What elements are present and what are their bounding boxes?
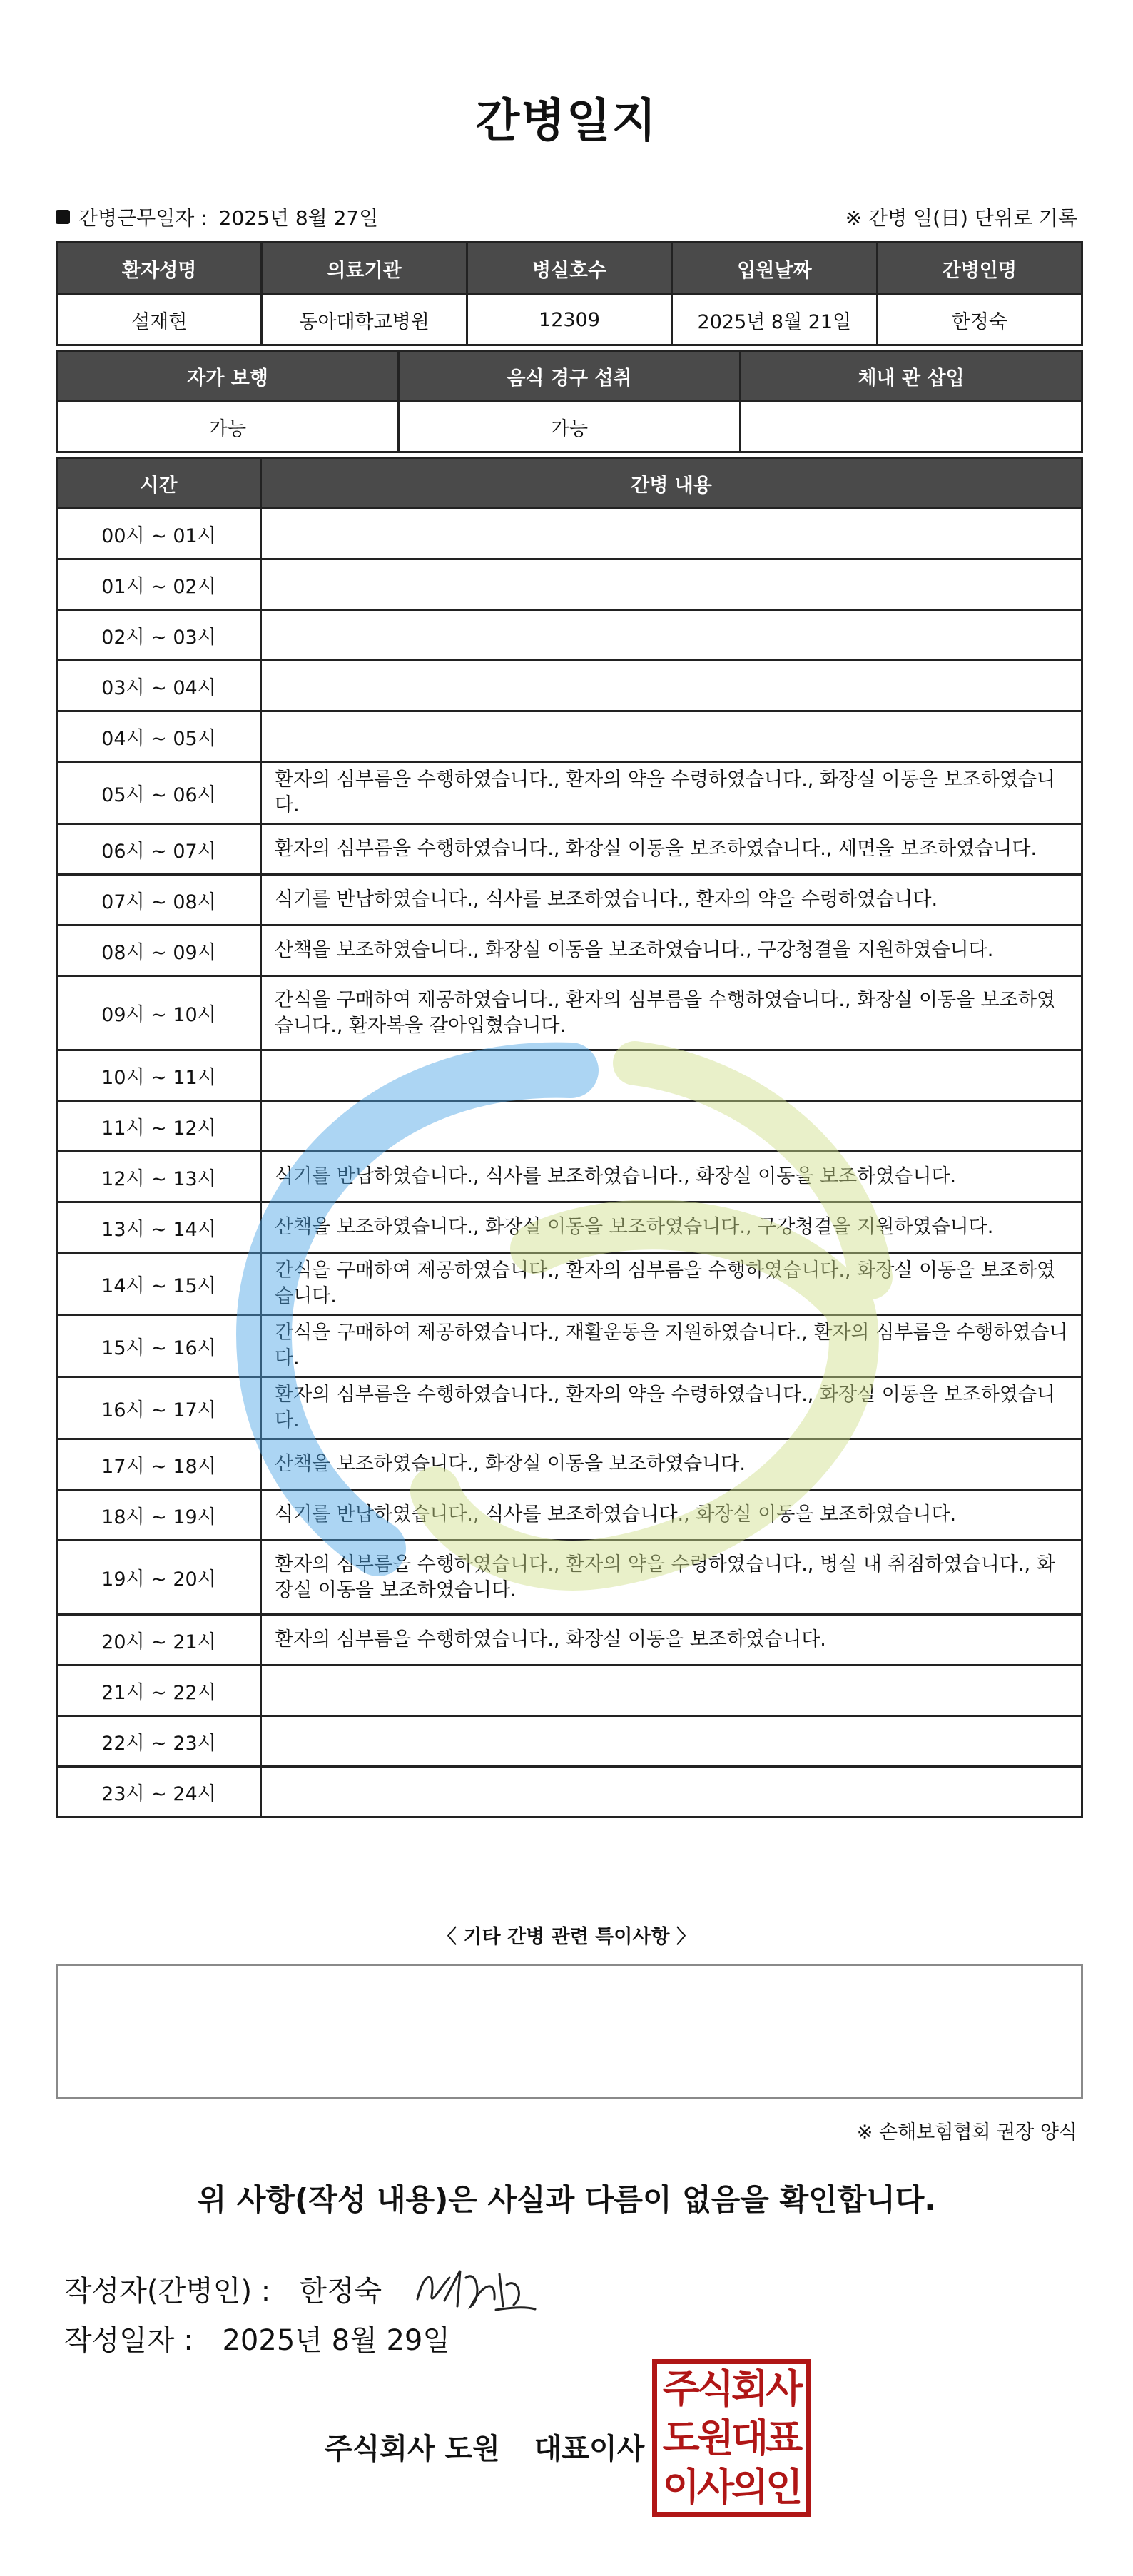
written-date-line [64, 2318, 450, 2358]
care-content: 식기를 반납하였습니다., 식사를 보조하였습니다., 화장실 이동을 보조하였습니다. [261, 1152, 1082, 1202]
care-content [261, 1665, 1082, 1716]
table-row [57, 1315, 1082, 1377]
time-slot: 01시 ~ 02시 [57, 559, 261, 610]
table-row [57, 661, 1082, 711]
table-row [57, 926, 1082, 976]
care-content [261, 610, 1082, 661]
table-row [57, 610, 1082, 661]
table-row [57, 509, 1082, 559]
time-slot: 02시 ~ 03시 [57, 610, 261, 661]
table-row [57, 1767, 1082, 1817]
company-representative [325, 2426, 669, 2467]
care-content [261, 1050, 1082, 1101]
table-row [57, 711, 1082, 762]
time-slot: 10시 ~ 11시 [57, 1050, 261, 1101]
written-date-value: 2025년 8월 29일 [222, 2324, 450, 2357]
care-content: 환자의 심부름을 수행하였습니다., 환자의 약을 수령하였습니다., 화장실 이동을 보조하였습니다. [261, 762, 1082, 824]
writer-line [64, 2256, 539, 2321]
time-slot: 13시 ~ 14시 [57, 1202, 261, 1253]
time-slot: 17시 ~ 18시 [57, 1439, 261, 1490]
time-slot: 06시 ~ 07시 [57, 824, 261, 875]
care-content: 산책을 보조하였습니다., 화장실 이동을 보조하였습니다., 구강청결을 지원하였습니다. [261, 926, 1082, 976]
special-notes-box [56, 1964, 1083, 2099]
table-row [57, 402, 1082, 452]
patient-status-table [56, 350, 1083, 453]
time-slot: 07시 ~ 08시 [57, 875, 261, 926]
time-slot: 15시 ~ 16시 [57, 1315, 261, 1377]
care-content: 간식을 구매하여 제공하였습니다., 환자의 심부름을 수행하였습니다., 화장실 이동을 보조하였습니다. [261, 1253, 1082, 1315]
table-row [57, 976, 1082, 1050]
header-patient-name: 환자성명 [57, 243, 262, 295]
table-row [57, 1050, 1082, 1101]
time-slot: 09시 ~ 10시 [57, 976, 261, 1050]
document-title: 간병일지 [475, 95, 658, 148]
table-row [57, 1202, 1082, 1253]
admission-date: 2025년 8월 21일 [672, 295, 877, 345]
tube-insertion-value [741, 402, 1082, 452]
care-content [261, 559, 1082, 610]
care-content: 환자의 심부름을 수행하였습니다., 화장실 이동을 보조하였습니다., 세면을 보조하였습니다. [261, 824, 1082, 875]
table-row [57, 1253, 1082, 1315]
care-content [261, 661, 1082, 711]
table-row [57, 1490, 1082, 1541]
time-slot: 21시 ~ 22시 [57, 1665, 261, 1716]
care-content: 산책을 보조하였습니다., 화장실 이동을 보조하였습니다., 구강청결을 지원하였습니다. [261, 1202, 1082, 1253]
seal-line: 도원대표 [662, 2415, 801, 2460]
header-care-content: 간병 내용 [261, 458, 1082, 509]
representative-title: 대표이사 [534, 2433, 645, 2465]
care-content [261, 1101, 1082, 1152]
confirmation-statement: 위 사항(작성 내용)은 사실과 다름이 없음을 확인합니다. [197, 2182, 936, 2217]
time-slot: 20시 ~ 21시 [57, 1615, 261, 1665]
time-slot: 18시 ~ 19시 [57, 1490, 261, 1541]
time-slot: 03시 ~ 04시 [57, 661, 261, 711]
table-row [57, 1665, 1082, 1716]
table-row [57, 1541, 1082, 1615]
caregiver-name: 한정숙 [877, 295, 1082, 345]
work-date-line [56, 203, 378, 231]
time-slot: 16시 ~ 17시 [57, 1377, 261, 1439]
table-row [57, 1152, 1082, 1202]
care-content [261, 1767, 1082, 1817]
table-header-row [57, 458, 1082, 509]
care-content: 산책을 보조하였습니다., 화장실 이동을 보조하였습니다. [261, 1439, 1082, 1490]
header-caregiver-name: 간병인명 [877, 243, 1082, 295]
oral-intake-value: 가능 [399, 402, 741, 452]
care-content: 환자의 심부름을 수행하였습니다., 환자의 약을 수령하였습니다., 병실 내 취침하였습니다., 화장실 이동을 보조하였습니다. [261, 1541, 1082, 1615]
time-slot: 22시 ~ 23시 [57, 1716, 261, 1767]
header-room-number: 병실호수 [467, 243, 671, 295]
care-content: 환자의 심부름을 수행하였습니다., 화장실 이동을 보조하였습니다. [261, 1615, 1082, 1665]
time-slot: 19시 ~ 20시 [57, 1541, 261, 1615]
time-slot: 11시 ~ 12시 [57, 1101, 261, 1152]
self-walking-value: 가능 [57, 402, 399, 452]
header-oral-intake: 음식 경구 섭취 [399, 351, 741, 402]
table-row [57, 1615, 1082, 1665]
time-slot: 12시 ~ 13시 [57, 1152, 261, 1202]
table-row [57, 559, 1082, 610]
patient-name: 설재현 [57, 295, 262, 345]
seal-line: 주식회사 [662, 2365, 801, 2411]
square-bullet-icon [56, 210, 70, 224]
work-date-value: 2025년 8월 27일 [218, 206, 379, 230]
log-rows [57, 509, 1082, 1817]
time-slot: 08시 ~ 09시 [57, 926, 261, 976]
table-row [57, 1377, 1082, 1439]
hourly-care-log-table [56, 457, 1083, 1818]
care-content [261, 1716, 1082, 1767]
care-content: 식기를 반납하였습니다., 식사를 보조하였습니다., 화장실 이동을 보조하였습니다. [261, 1490, 1082, 1541]
handwritten-signature [410, 2256, 539, 2321]
written-date-label: 작성일자 : [64, 2324, 193, 2357]
table-row [57, 295, 1082, 345]
table-row [57, 762, 1082, 824]
company-seal-stamp [652, 2359, 811, 2517]
hospital: 동아대학교병원 [262, 295, 467, 345]
time-slot: 04시 ~ 05시 [57, 711, 261, 762]
table-row [57, 824, 1082, 875]
header-hospital: 의료기관 [262, 243, 467, 295]
header-self-walking: 자가 보행 [57, 351, 399, 402]
header-admission-date: 입원날짜 [672, 243, 877, 295]
table-row [57, 875, 1082, 926]
table-header-row [57, 243, 1082, 295]
care-content [261, 509, 1082, 559]
work-date-label: 간병근무일자 : [78, 206, 208, 230]
writer-name: 한정숙 [299, 2274, 382, 2308]
table-header-row [57, 351, 1082, 402]
time-slot: 05시 ~ 06시 [57, 762, 261, 824]
header-time: 시간 [57, 458, 261, 509]
writer-label: 작성자(간병인) : [64, 2274, 271, 2308]
table-row [57, 1439, 1082, 1490]
time-slot: 00시 ~ 01시 [57, 509, 261, 559]
company-name: 주식회사 도원 [325, 2433, 500, 2465]
care-content: 식기를 반납하였습니다., 식사를 보조하였습니다., 환자의 약을 수령하였습니다. [261, 875, 1082, 926]
insurance-form-note: ※ 손해보험협회 권장 양식 [856, 2121, 1077, 2144]
table-row [57, 1101, 1082, 1152]
table-row [57, 1716, 1082, 1767]
time-slot: 23시 ~ 24시 [57, 1767, 261, 1817]
care-content: 환자의 심부름을 수행하였습니다., 환자의 약을 수령하였습니다., 화장실 이동을 보조하였습니다. [261, 1377, 1082, 1439]
care-content: 간식을 구매하여 제공하였습니다., 재활운동을 지원하였습니다., 환자의 심부름을 수행하였습니다. [261, 1315, 1082, 1377]
record-unit-note: ※ 간병 일(日) 단위로 기록 [845, 206, 1077, 230]
time-slot: 14시 ~ 15시 [57, 1253, 261, 1315]
header-tube-insertion: 체내 관 삽입 [741, 351, 1082, 402]
patient-info-table [56, 241, 1083, 346]
room-number: 12309 [467, 295, 671, 345]
seal-line: 이사의인 [662, 2465, 801, 2510]
care-content: 간식을 구매하여 제공하였습니다., 환자의 심부름을 수행하였습니다., 화장실 이동을 보조하였습니다., 환자복을 갈아입혔습니다. [261, 976, 1082, 1050]
care-content [261, 711, 1082, 762]
special-notes-title: 〈 기타 간병 관련 특이사항 〉 [437, 1926, 696, 1948]
